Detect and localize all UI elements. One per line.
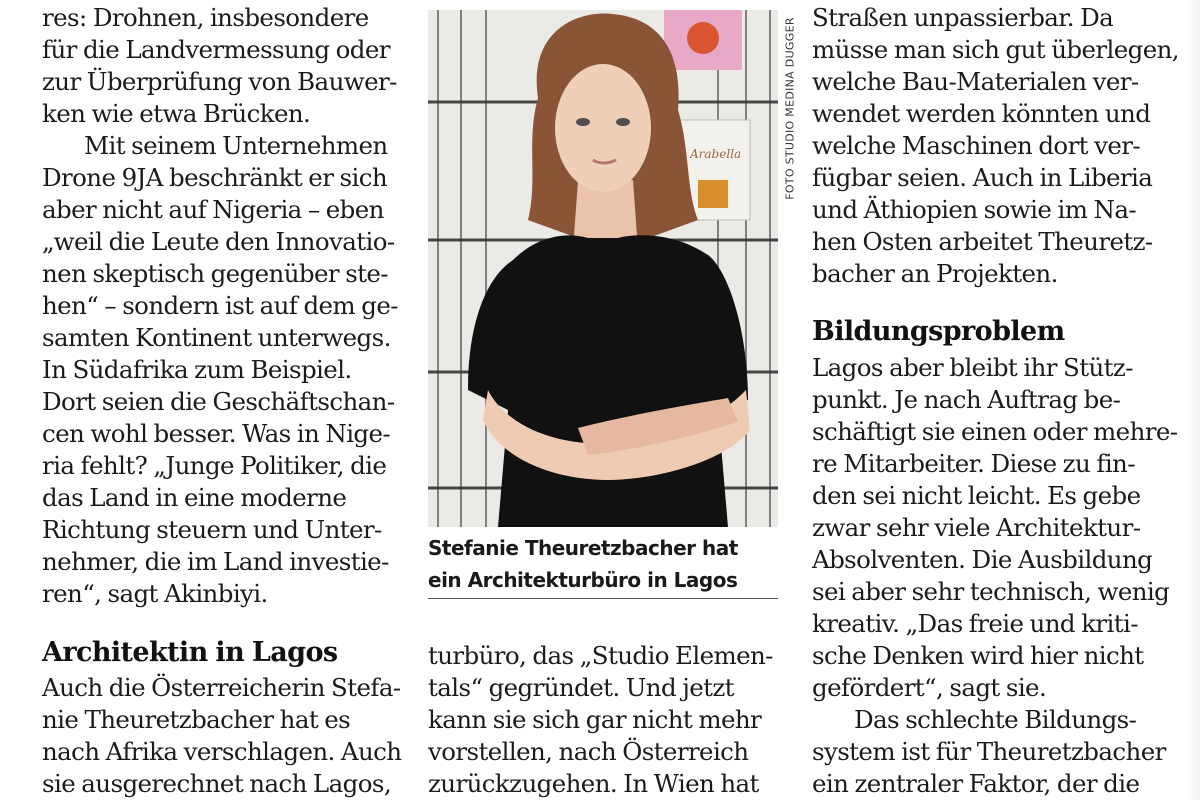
text-line: Drone 9JA beschränkt er sich (42, 163, 388, 192)
text-line: welche Maschinen dort ver- (812, 131, 1141, 160)
caption-line: ein Architekturbüro in Lagos (428, 568, 738, 592)
text-line: Dort seien die Geschäftschan- (42, 387, 395, 416)
text-line: kreativ. „Das freie und kriti- (812, 609, 1138, 638)
text-line: ren“, sagt Akinbiyi. (42, 579, 268, 608)
text-line: Mit seinem Unternehmen (84, 131, 388, 160)
text-line: Das schlechte Bildungs- (854, 705, 1137, 734)
text-line: ein zentraler Faktor, der die (812, 769, 1140, 798)
text-line: zwar sehr viele Architektur- (812, 513, 1141, 542)
text-line: In Südafrika zum Beispiel. (42, 355, 352, 384)
text-line: „weil die Leute den Innovatio- (42, 227, 395, 256)
text-line: Absolventen. Die Ausbildung (812, 545, 1153, 574)
text-line: hen“ – sondern ist auf dem ge- (42, 291, 398, 320)
photo-credit (780, 12, 800, 212)
photo-credit-text: FOTO STUDIO MEDINA DUGGER (783, 17, 797, 200)
text-line: Auch die Österreicherin Stefa- (42, 673, 401, 702)
text-line: kann sie sich gar nicht mehr (428, 705, 762, 734)
text-line: ria fehlt? „Junge Politiker, die (42, 451, 387, 480)
text-line: turbüro, das „Studio Elemen- (428, 641, 773, 670)
text-line: zurückzugehen. In Wien hat (428, 769, 759, 798)
portrait-photo (428, 10, 778, 527)
text-line: Lagos aber bleibt ihr Stütz- (812, 353, 1133, 382)
text-line: tals“ gegründet. Und jetzt (428, 673, 734, 702)
page-edge (1186, 0, 1200, 800)
text-line: schäftigt sie einen oder mehre- (812, 417, 1178, 446)
caption-rule (428, 598, 778, 599)
text-line: und Äthiopien sowie im Na- (812, 195, 1137, 224)
text-line: nie Theuretzbacher hat es (42, 705, 351, 734)
text-line: hen Osten arbeitet Theuretz- (812, 227, 1153, 256)
photo-caption (428, 532, 780, 596)
text-line: cen wohl besser. Was in Nige- (42, 419, 391, 448)
text-line: re Mitarbeiter. Diese zu fin- (812, 449, 1135, 478)
text-line: ken wie etwa Brücken. (42, 99, 311, 128)
text-line: für die Landvermessung oder (42, 35, 390, 64)
text-line: nen skeptisch gegenüber ste- (42, 259, 388, 288)
text-line: den sei nicht leicht. Es gebe (812, 481, 1141, 510)
text-line: Richtung steuern und Unter- (42, 515, 382, 544)
text-line: punkt. Je nach Auftrag be- (812, 385, 1121, 414)
caption-line: Stefanie Theuretzbacher hat (428, 536, 738, 560)
text-line: nehmer, die im Land investie- (42, 547, 389, 576)
text-line: zur Überprüfung von Bauwer- (42, 67, 397, 96)
text-line: sche Denken wird hier nicht (812, 641, 1144, 670)
text-line: gefördert“, sagt sie. (812, 673, 1047, 702)
text-line: aber nicht auf Nigeria – eben (42, 195, 384, 224)
portrait-illustration (428, 10, 778, 527)
text-line: welche Bau-Materialen ver- (812, 67, 1139, 96)
text-line: müsse man sich gut überlegen, (812, 35, 1179, 64)
text-line: das Land in eine moderne (42, 483, 347, 512)
text-line: res: Drohnen, insbesondere (42, 3, 369, 32)
svg-text:Arabella: Arabella (690, 147, 742, 161)
text-line: fügbar seien. Auch in Liberia (812, 163, 1153, 192)
text-line: system ist für Theuretzbacher (812, 737, 1166, 766)
text-line: nach Afrika verschlagen. Auch (42, 737, 402, 766)
text-line: sei aber sehr technisch, wenig (812, 577, 1170, 606)
section-heading: Bildungsproblem (812, 316, 1065, 347)
text-line: samten Kontinent unterwegs. (42, 323, 391, 352)
text-line: Straßen unpassierbar. Da (812, 3, 1114, 32)
text-line: sie ausgerechnet nach Lagos, (42, 769, 392, 798)
text-line: bacher an Projekten. (812, 259, 1058, 288)
text-line: vorstellen, nach Österreich (428, 737, 749, 766)
text-line: wendet werden könnten und (812, 99, 1151, 128)
section-heading: Architektin in Lagos (42, 637, 338, 668)
